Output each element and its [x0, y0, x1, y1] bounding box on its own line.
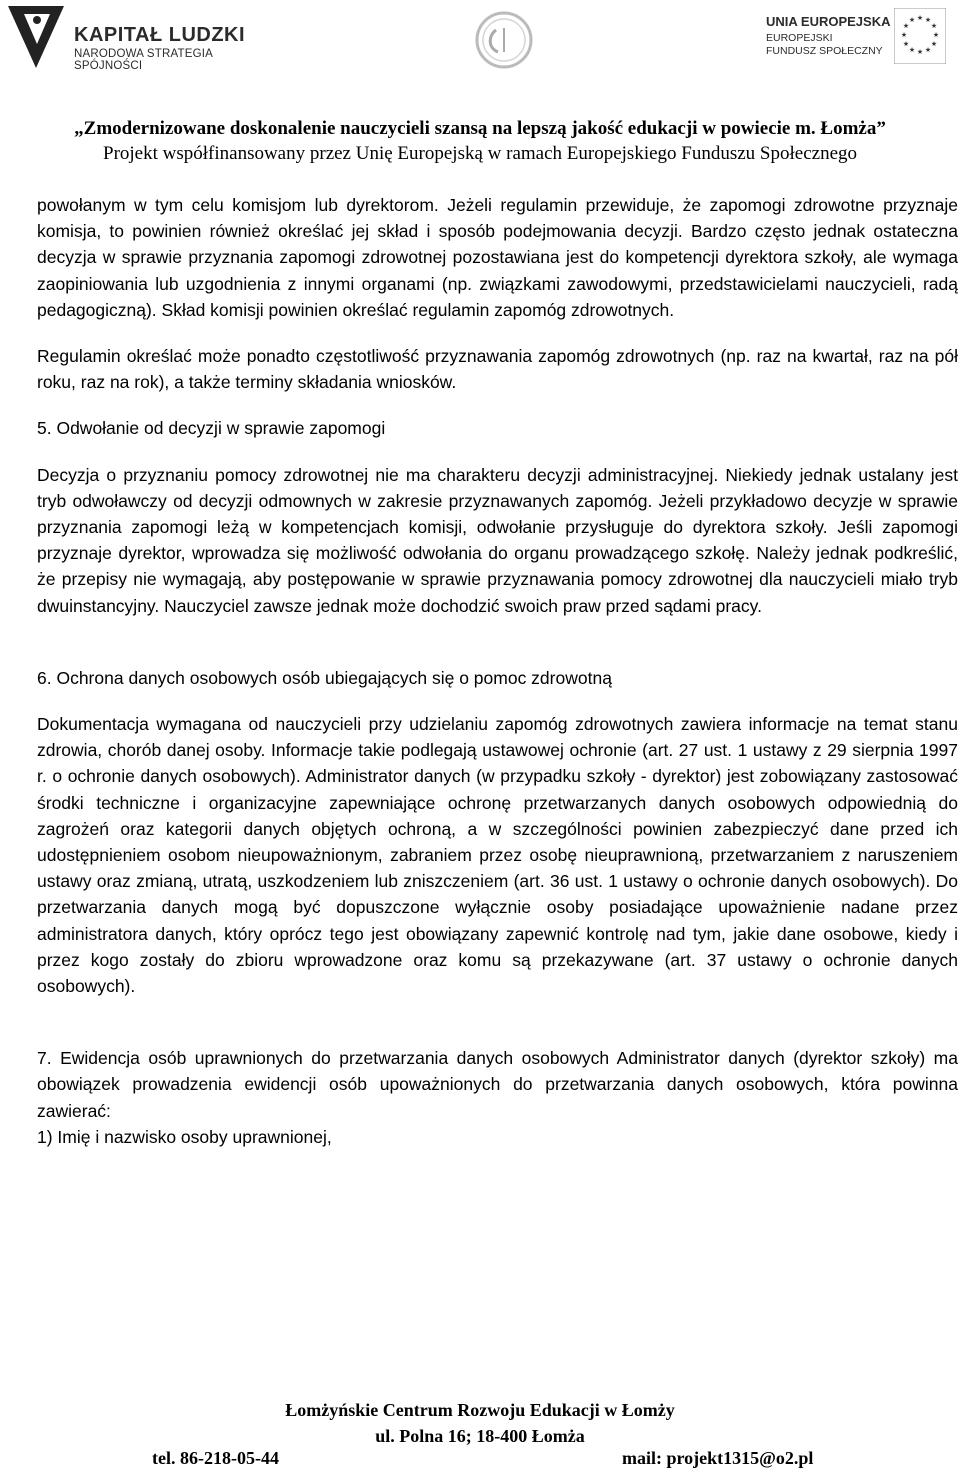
document-body — [37, 192, 958, 1150]
kl-subtitle: NARODOWA STRATEGIA SPÓJNOŚCI — [74, 48, 213, 72]
kapital-ludzki-emblem-icon — [6, 4, 66, 72]
svg-text:★: ★ — [916, 14, 924, 22]
list-item: 1) Imię i nazwisko osoby uprawnionej, — [37, 1126, 332, 1147]
svg-text:★: ★ — [908, 46, 916, 54]
svg-text:★: ★ — [930, 40, 938, 48]
cre-logo — [474, 10, 534, 70]
project-title: „Zmodernizowane doskonalenie nauczycieli szansą na lepszą jakość edukacji w powiecie m. Łomża” — [74, 118, 886, 139]
footer-org: Łomżyńskie Centrum Rozwoju Edukacji w Łomży — [285, 1400, 675, 1420]
ue-line2: EUROPEJSKI — [766, 32, 833, 44]
footer-email: mail: projekt1315@o2.pl — [622, 1448, 814, 1468]
section-heading-5: 5. Odwołanie od decyzji w sprawie zapomogi — [37, 418, 386, 439]
page-header — [0, 0, 960, 164]
section-heading-6: 6. Ochrona danych osobowych osób ubiegających się o pomoc zdrowotną — [37, 667, 612, 688]
svg-text:★: ★ — [902, 22, 910, 30]
eu-flag-icon — [894, 8, 946, 64]
svg-text:★: ★ — [924, 46, 932, 54]
svg-text:★: ★ — [908, 16, 916, 24]
paragraph-appeal: Decyzja o przyznaniu pomocy zdrowotnej nie ma charakteru decyzji administracyjnej. Niekiedy jednak ustalany jest tryb odwoławczy od decyzji odmownych w zakresie przyznawanych zapomóg. Jeżeli przykładowo decyzje w sprawie przyznania zapomogi leżą w kompetencjach komisji, odwołanie przysługuje do dyrektora szkoły. Jeśli zapomogi przyznaje dyrektor, wprowadza się możliwość odwołania do organu prowadzącego szkołę. Należy jednak podkreślić, że przepisy nie wymagają, aby postępowanie w sprawie przyznawania pomocy zdrowotnej dla nauczycieli miało tryb dwuinstancyjny. Nauczyciel zawsze jednak może dochodzić swoich praw przed sądami pracy. — [37, 464, 958, 616]
paragraph-frequency: Regulamin określać może ponadto częstotliwość przyznawania zapomóg zdrowotnych (np. raz na kwartał, raz na pół roku, raz na rok), a także terminy składania wniosków. — [37, 346, 958, 393]
paragraph-commissions: powołanym w tym celu komisjom lub dyrektorom. Jeżeli regulamin przewiduje, że zapomogi zdrowotne przyznaje komisja, to powinien również określać jej skład i sposób podejmowania decyzji. Bardzo często jednak ostateczna decyzja w sprawie przyznania zapomogi zdrowotnej pozostawiana jest do kompetencji dyrektora szkoły, ale wymaga zaopiniowania lub uzgodnienia z innymi organami (np. związkami zawodowymi, przedstawicielami nauczycieli, radą pedagogiczną). Skład komisji powinien określać regulamin zapomóg zdrowotnych. — [37, 195, 958, 320]
footer-address: ul. Polna 16; 18-400 Łomża — [375, 1426, 585, 1446]
ue-title: UNIA EUROPEJSKA — [766, 14, 891, 29]
kapital-ludzki-logo — [6, 4, 256, 74]
svg-text:★: ★ — [900, 31, 908, 39]
paragraph-registry: 7. Ewidencja osób uprawnionych do przetwarzania danych osobowych Administrator danych (dyrektor szkoły) ma obowiązek prowadzenia ewidencji osób upoważnionych do przetwarzania danych osobowych, która powinna zawierać: — [37, 1048, 958, 1121]
eu-logo — [766, 8, 946, 68]
svg-text:★: ★ — [916, 48, 924, 56]
cre-emblem-icon — [474, 10, 534, 70]
svg-text:★: ★ — [930, 22, 938, 30]
svg-text:★: ★ — [924, 16, 932, 24]
kl-title: KAPITAŁ LUDZKI — [74, 24, 246, 46]
footer-phone: tel. 86-218-05-44 — [152, 1448, 279, 1468]
paragraph-data-protection: Dokumentacja wymagana od nauczycieli przy udzielaniu zapomóg zdrowotnych zawiera informacje na temat stanu zdrowia, chorób danej osoby. Informacje takie podlegają ustawowej ochronie (art. 27 ust. 1 ustawy z 29 sierpnia 1997 r. o ochronie danych osobowych). Administrator danych (w przypadku szkoły - dyrektor) jest zobowiązany zastosować środki techniczne i organizacyjne zapewniające ochronę przetwarzanych danych osobowych odpowiednią do zagrożeń oraz kategorii danych objętych ochroną, a w szczególności powinien zabezpieczyć dane przed ich udostępnieniem osobom nieupoważnionym, zabraniem przez osobę nieuprawnioną, przetwarzaniem z naruszeniem ustawy oraz zmianą, utratą, uszkodzeniem lub zniszczeniem (art. 36 ust. 1 ustawy o ochronie danych osobowych). Do przetwarzania danych mogą być dopuszczone wyłącznie osoby posiadające upoważnienie nadane przez administratora danych, który oprócz tego jest obowiązany zapewnić kontrolę nad tym, jakie dane osobowe, kiedy i przez kogo zostały do zbioru wprowadzone oraz komu są przekazywane (art. 37 ustawy o ochronie danych osobowych). — [37, 714, 958, 997]
svg-text:★: ★ — [932, 31, 940, 39]
ue-line3: FUNDUSZ SPOŁECZNY — [766, 45, 883, 57]
svg-text:★: ★ — [902, 40, 910, 48]
project-subtitle: Projekt współfinansowany przez Unię Europejską w ramach Europejskiego Funduszu Społecznego — [103, 143, 857, 164]
